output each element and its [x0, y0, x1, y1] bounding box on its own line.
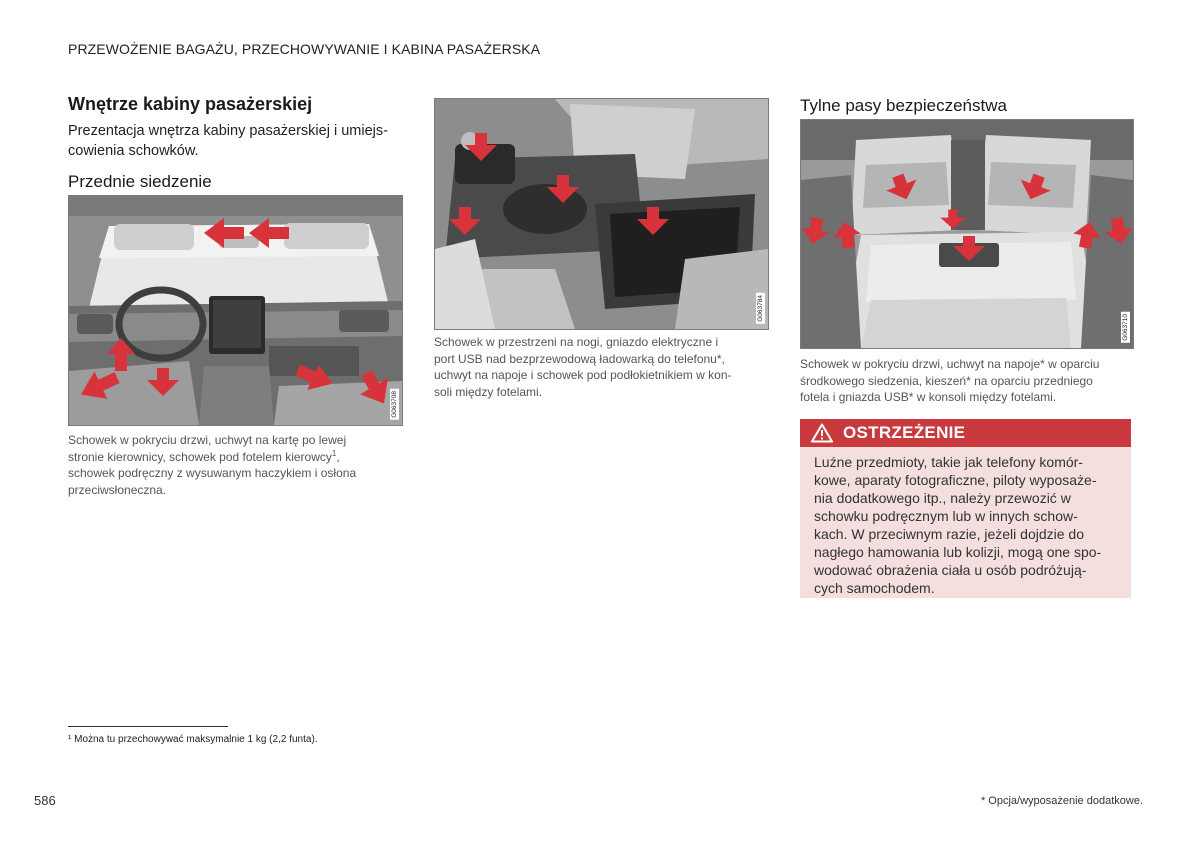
caption-line: port USB nad bezprzewodową ładowarką do telefonu*,: [434, 351, 725, 366]
caption-line: Schowek w przestrzeni na nogi, gniazdo elektryczne i: [434, 335, 719, 349]
image-code: G063710: [1122, 314, 1129, 341]
caption-line: fotela i gniazda USB* w konsoli między fotelami.: [800, 390, 1057, 404]
caption-line: przeciwsłoneczna.: [68, 482, 167, 497]
caption-text: ,: [336, 449, 340, 464]
rear-interior-image: [800, 119, 1134, 349]
footnote-divider: [68, 726, 228, 727]
image-code: G063784: [757, 295, 764, 322]
warning-line: wodować obrażenia ciała u osób podróżują-: [814, 562, 1087, 578]
warning-line: kach. W przeciwnym razie, jeżeli dojdzie do: [814, 526, 1084, 542]
footnote: ¹ Można tu przechowywać maksymalnie 1 kg (2,2 funta).: [68, 734, 318, 745]
rear-caption: [800, 356, 1140, 406]
footnote-ref: 1: [331, 448, 337, 458]
warning-line: kowe, aparaty fotograficzne, piloty wyposaże-: [814, 472, 1097, 488]
section-title: Wnętrze kabiny pasażerskiej: [68, 94, 313, 114]
caption-line: schowek podręczny z wysuwanym haczykiem i osłona: [68, 466, 357, 480]
warning-line: schowku podręcznym lub w innych schow-: [814, 508, 1078, 524]
warning-title: OSTRZEŻENIE: [843, 423, 966, 442]
warning-line: nagłego hamowania lub kolizji, mogą one spo-: [814, 544, 1102, 560]
front-interior-image: [68, 195, 403, 426]
console-caption: [434, 334, 774, 400]
caption-line: środkowego siedzenia, kieszeń* na oparciu przedniego: [800, 373, 1093, 388]
warning-text: [814, 453, 1119, 597]
caption-line: uchwyt na napoje i schowek pod podłokietnikiem w kon-: [434, 368, 732, 382]
intro-line: cowienia schowków.: [68, 143, 199, 159]
warning-header: [800, 419, 1131, 447]
rear-seat-heading: Tylne pasy bezpieczeństwa: [800, 96, 1007, 115]
warning-body: [800, 447, 1131, 598]
caption-text: stronie kierownicy, schowek pod fotelem kierowcy: [68, 449, 332, 464]
caption-line: Schowek w pokryciu drzwi, uchwyt na napoje* w oparciu: [800, 357, 1100, 371]
front-caption: [68, 432, 403, 498]
caption-line: soli między fotelami.: [434, 384, 543, 399]
center-console-image: [434, 98, 769, 330]
intro-line: Prezentacja wnętrza kabiny pasażerskiej i umiejs-: [68, 123, 388, 139]
optional-equipment-note: * Opcja/wyposażenie dodatkowe.: [980, 795, 1143, 807]
image-code: G063708: [391, 391, 398, 418]
running-header: PRZEWOŻENIE BAGAŻU, PRZECHOWYWANIE I KABINA PASAŻERSKA: [68, 41, 541, 57]
warning-line: nia dodatkowego itp., należy przewozić w: [814, 490, 1071, 506]
warning-line: cych samochodem.: [814, 580, 935, 596]
warning-triangle-icon: [811, 423, 833, 443]
warning-line: Luźne przedmioty, takie jak telefony komór-: [814, 454, 1083, 470]
caption-line: Schowek w pokryciu drzwi, uchwyt na kartę po lewej: [68, 433, 347, 447]
caption-line: [68, 449, 403, 466]
front-seat-heading: Przednie siedzenie: [68, 172, 212, 191]
section-intro: [68, 121, 403, 161]
page-number: 586: [34, 793, 56, 808]
